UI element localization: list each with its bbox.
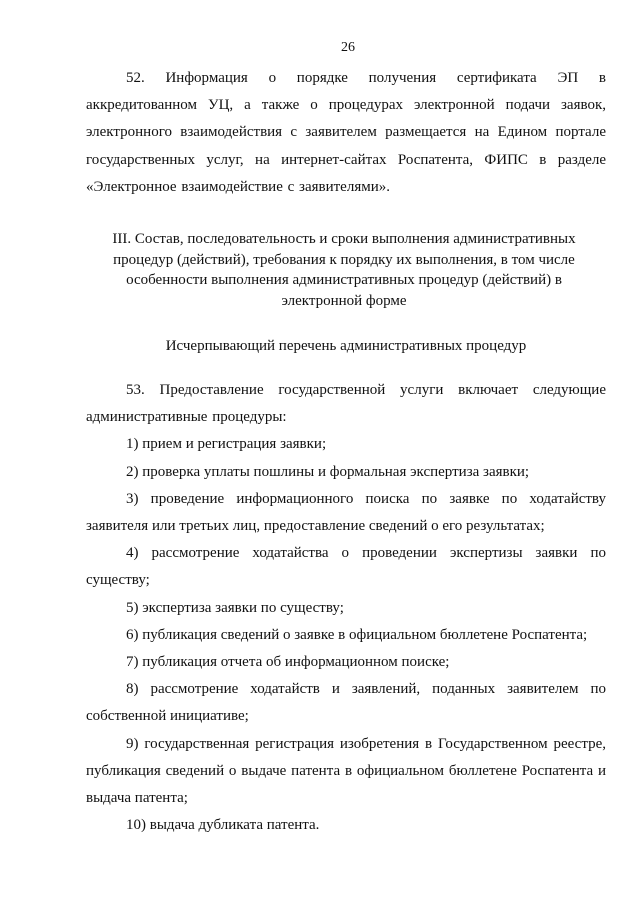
subheading: Исчерпывающий перечень административных процедур	[165, 338, 527, 355]
list-item-8: 8) рассмотрение ходатайств и заявлений, поданных заявителем по собственной инициативе;	[86, 681, 606, 725]
list-item-3: 3) проведение информационного поиска по заявке по ходатайству заявителя или третьих лиц, предоставление сведений о его результатах;	[86, 490, 606, 535]
section-heading: III. Состав, последовательность и сроки выполнения административных процедур (действий), требования к порядку их выполнения, в том числе особенности выполнения административных процедур (действий) в электронной форме	[112, 231, 576, 309]
list-item-4: 4) рассмотрение ходатайства о проведении экспертизы заявки по существу;	[86, 545, 606, 589]
list-item-9: 9) государственная регистрация изобретения в Государственном реестре, публикация сведений о выдаче патента в официальном бюллетене Роспатента и выдача патента;	[86, 735, 606, 807]
list-item-1: 1) прием и регистрация заявки;	[126, 436, 327, 453]
list-item-5: 5) экспертиза заявки по существу;	[126, 599, 344, 616]
paragraph-53: 53. Предоставление государственной услуги включает следующие административные процедуры:	[86, 382, 606, 426]
paragraph-52: 52. Информация о порядке получения сертификата ЭП в аккредитованном УЦ, а также о процедурах электронной подачи заявок, электронного взаимодействия с заявителем размещается на Едином портале государственных услуг, на интернет-сайтах Роспатента, ФИПС в разделе «Электронное взаимодействие с заявителями».	[86, 70, 606, 195]
list-item-6: 6) публикация сведений о заявке в официальном бюллетене Роспатента;	[126, 626, 588, 643]
list-item-7: 7) публикация отчета об информационном поиске;	[126, 654, 450, 671]
list-item-2: 2) проверка уплаты пошлины и формальная экспертиза заявки;	[126, 463, 530, 480]
list-item-10: 10) выдача дубликата патента.	[126, 817, 320, 834]
page-number: 26	[341, 40, 355, 55]
